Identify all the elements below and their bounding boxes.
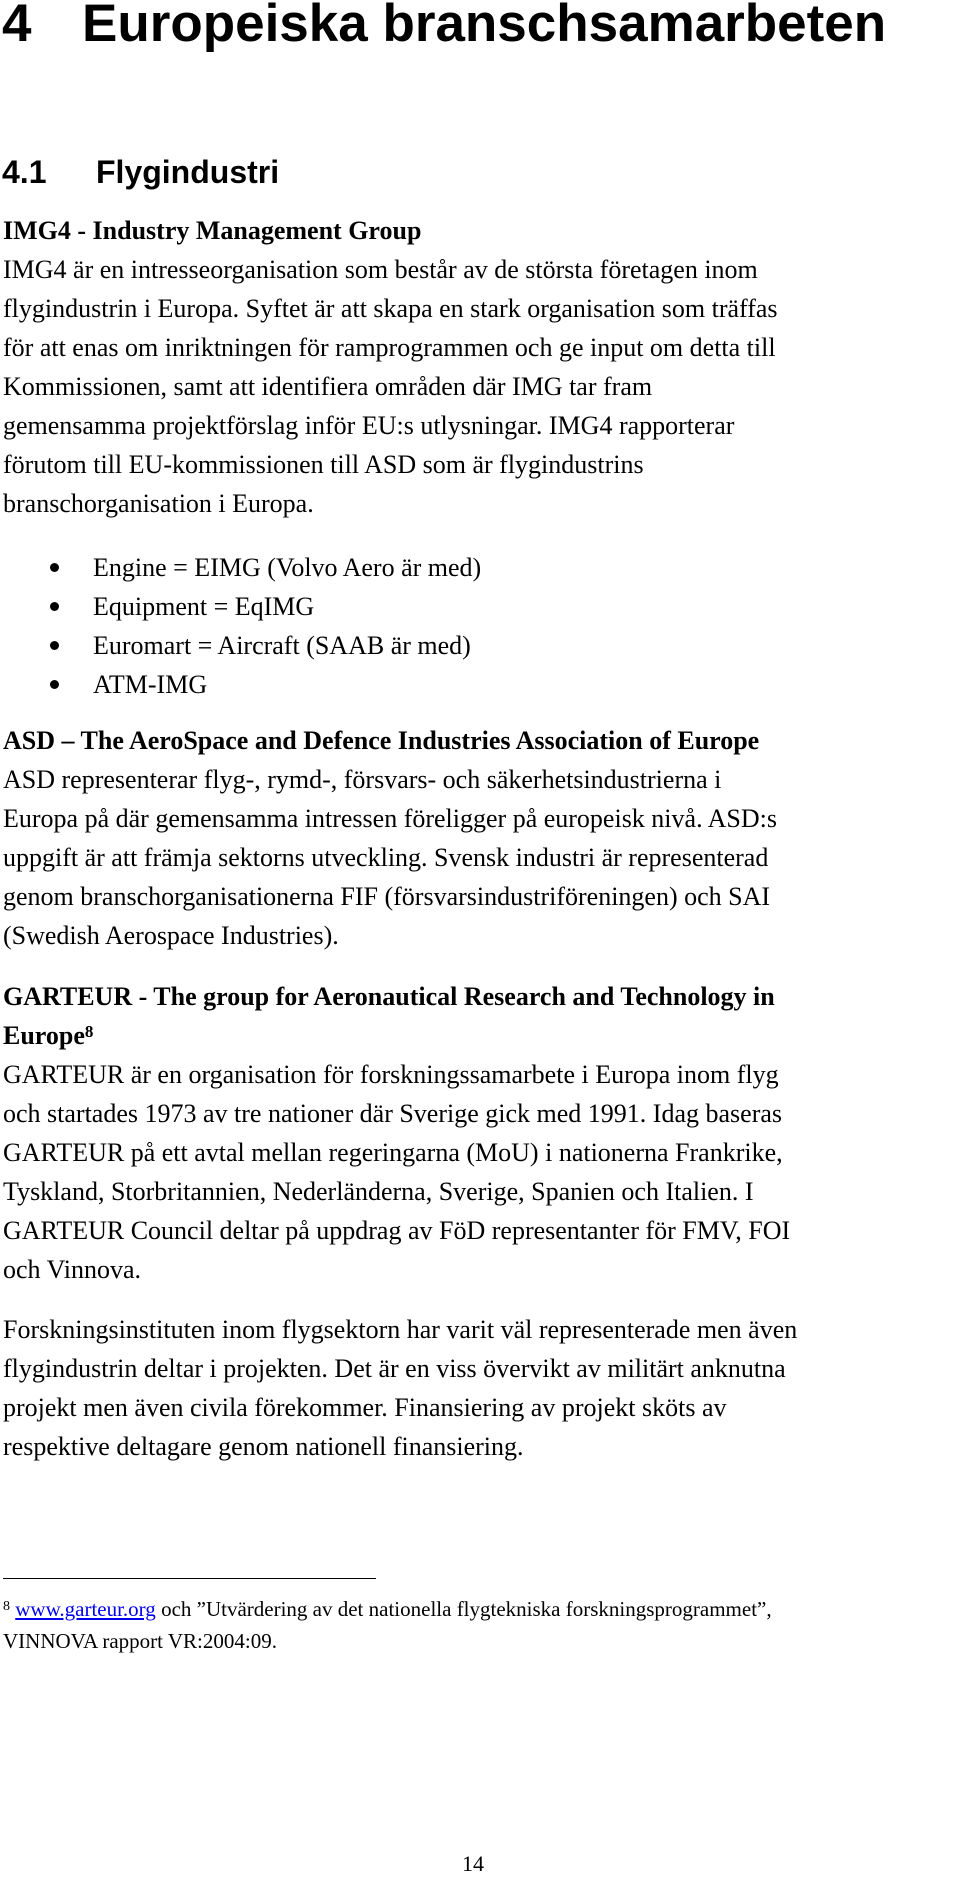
garteur-paragraph-line: och Vinnova. — [3, 1255, 142, 1284]
footnote-line — [3, 1593, 957, 1625]
garteur-paragraph-line: GARTEUR Council deltar på uppdrag av FöD representanter för FMV, FOI — [3, 1216, 791, 1245]
img4-paragraph-line: Kommissionen, samt att identifiera områden där IMG tar fram — [3, 372, 653, 401]
research-paragraph-line: projekt men även civila förekommer. Finansiering av projekt sköts av — [3, 1393, 727, 1422]
chapter-number: 4 — [2, 0, 32, 53]
page-number: 14 — [462, 1851, 484, 1876]
section-number: 4.1 — [2, 154, 47, 190]
list-item — [0, 665, 960, 704]
list-item — [0, 626, 960, 665]
research-paragraph-line: Forskningsinstituten inom flygsektorn har varit väl representerade men även — [3, 1315, 798, 1344]
footnote-reference[interactable]: 8 — [84, 1022, 94, 1041]
garteur-link[interactable]: www.garteur.org — [15, 1597, 156, 1621]
garteur-paragraph-line: Tyskland, Storbritannien, Nederländerna, Sverige, Spanien och Italien. I — [3, 1177, 754, 1206]
research-paragraph-line: flygindustrin deltar i projekten. Det är en viss övervikt av militärt anknutna — [3, 1354, 786, 1383]
bullet-icon — [50, 602, 59, 611]
section-heading — [2, 152, 279, 192]
img4-paragraph-line: gemensamma projektförslag inför EU:s utlysningar. IMG4 rapporterar — [3, 411, 735, 440]
list-item — [0, 587, 960, 626]
footnote-marker: 8 — [3, 1599, 10, 1614]
garteur-heading-line: GARTEUR - The group for Aeronautical Research and Technology in — [3, 982, 775, 1011]
bullet-icon — [50, 641, 59, 650]
section-title: Flygindustri — [96, 154, 280, 190]
footnote-separator — [3, 1578, 376, 1579]
asd-section — [3, 721, 957, 955]
research-paragraph — [3, 1310, 957, 1466]
img4-heading: IMG4 - Industry Management Group — [3, 216, 422, 245]
bullet-icon — [50, 680, 59, 689]
list-item-text: Equipment = EqIMG — [93, 592, 315, 621]
garteur-heading-line — [3, 1016, 957, 1055]
img4-section — [3, 211, 957, 523]
list-item — [0, 548, 960, 587]
img4-bullet-list — [0, 548, 960, 704]
asd-paragraph-line: Europa på där gemensamma intressen föreligger på europeisk nivå. ASD:s — [3, 804, 777, 833]
asd-heading: ASD – The AeroSpace and Defence Industries Association of Europe — [3, 726, 760, 755]
img4-paragraph-line: branschorganisation i Europa. — [3, 489, 314, 518]
footnote-text: och ”Utvärdering av det nationella flygtekniska forskningsprogrammet”, — [155, 1597, 772, 1621]
img4-paragraph-line: flygindustrin i Europa. Syftet är att skapa en stark organisation som träffas — [3, 294, 778, 323]
footnote-line: VINNOVA rapport VR:2004:09. — [3, 1629, 277, 1653]
list-item-text: Engine = EIMG (Volvo Aero är med) — [93, 553, 482, 582]
img4-paragraph-line: IMG4 är en intresseorganisation som består av de största företagen inom — [3, 255, 758, 284]
asd-paragraph-line: genom branschorganisationerna FIF (försvarsindustriföreningen) och SAI — [3, 882, 771, 911]
research-paragraph-line: respektive deltagare genom nationell finansiering. — [3, 1432, 524, 1461]
img4-paragraph-line: förutom till EU-kommissionen till ASD som är flygindustrins — [3, 450, 644, 479]
garteur-paragraph-line: och startades 1973 av tre nationer där Sverige gick med 1991. Idag baseras — [3, 1099, 783, 1128]
garteur-paragraph-line: GARTEUR är en organisation för forskningssamarbete i Europa inom flyg — [3, 1060, 779, 1089]
bullet-icon — [50, 563, 59, 572]
list-item-text: ATM-IMG — [93, 670, 208, 699]
garteur-heading-end: Europe — [3, 1021, 85, 1050]
footnote — [3, 1593, 957, 1657]
asd-paragraph-line: (Swedish Aerospace Industries). — [3, 921, 339, 950]
garteur-paragraph-line: GARTEUR på ett avtal mellan regeringarna (MoU) i nationerna Frankrike, — [3, 1138, 783, 1167]
asd-paragraph-line: uppgift är att främja sektorns utveckling. Svensk industri är representerad — [3, 843, 769, 872]
chapter-title: Europeiska branschsamarbeten — [82, 0, 887, 53]
asd-paragraph-line: ASD representerar flyg-, rymd-, försvars- och säkerhetsindustrierna i — [3, 765, 722, 794]
chapter-heading — [2, 0, 886, 56]
garteur-section — [3, 977, 957, 1289]
list-item-text: Euromart = Aircraft (SAAB är med) — [93, 631, 471, 660]
img4-paragraph-line: för att enas om inriktningen för ramprogrammen och ge input om detta till — [3, 333, 776, 362]
